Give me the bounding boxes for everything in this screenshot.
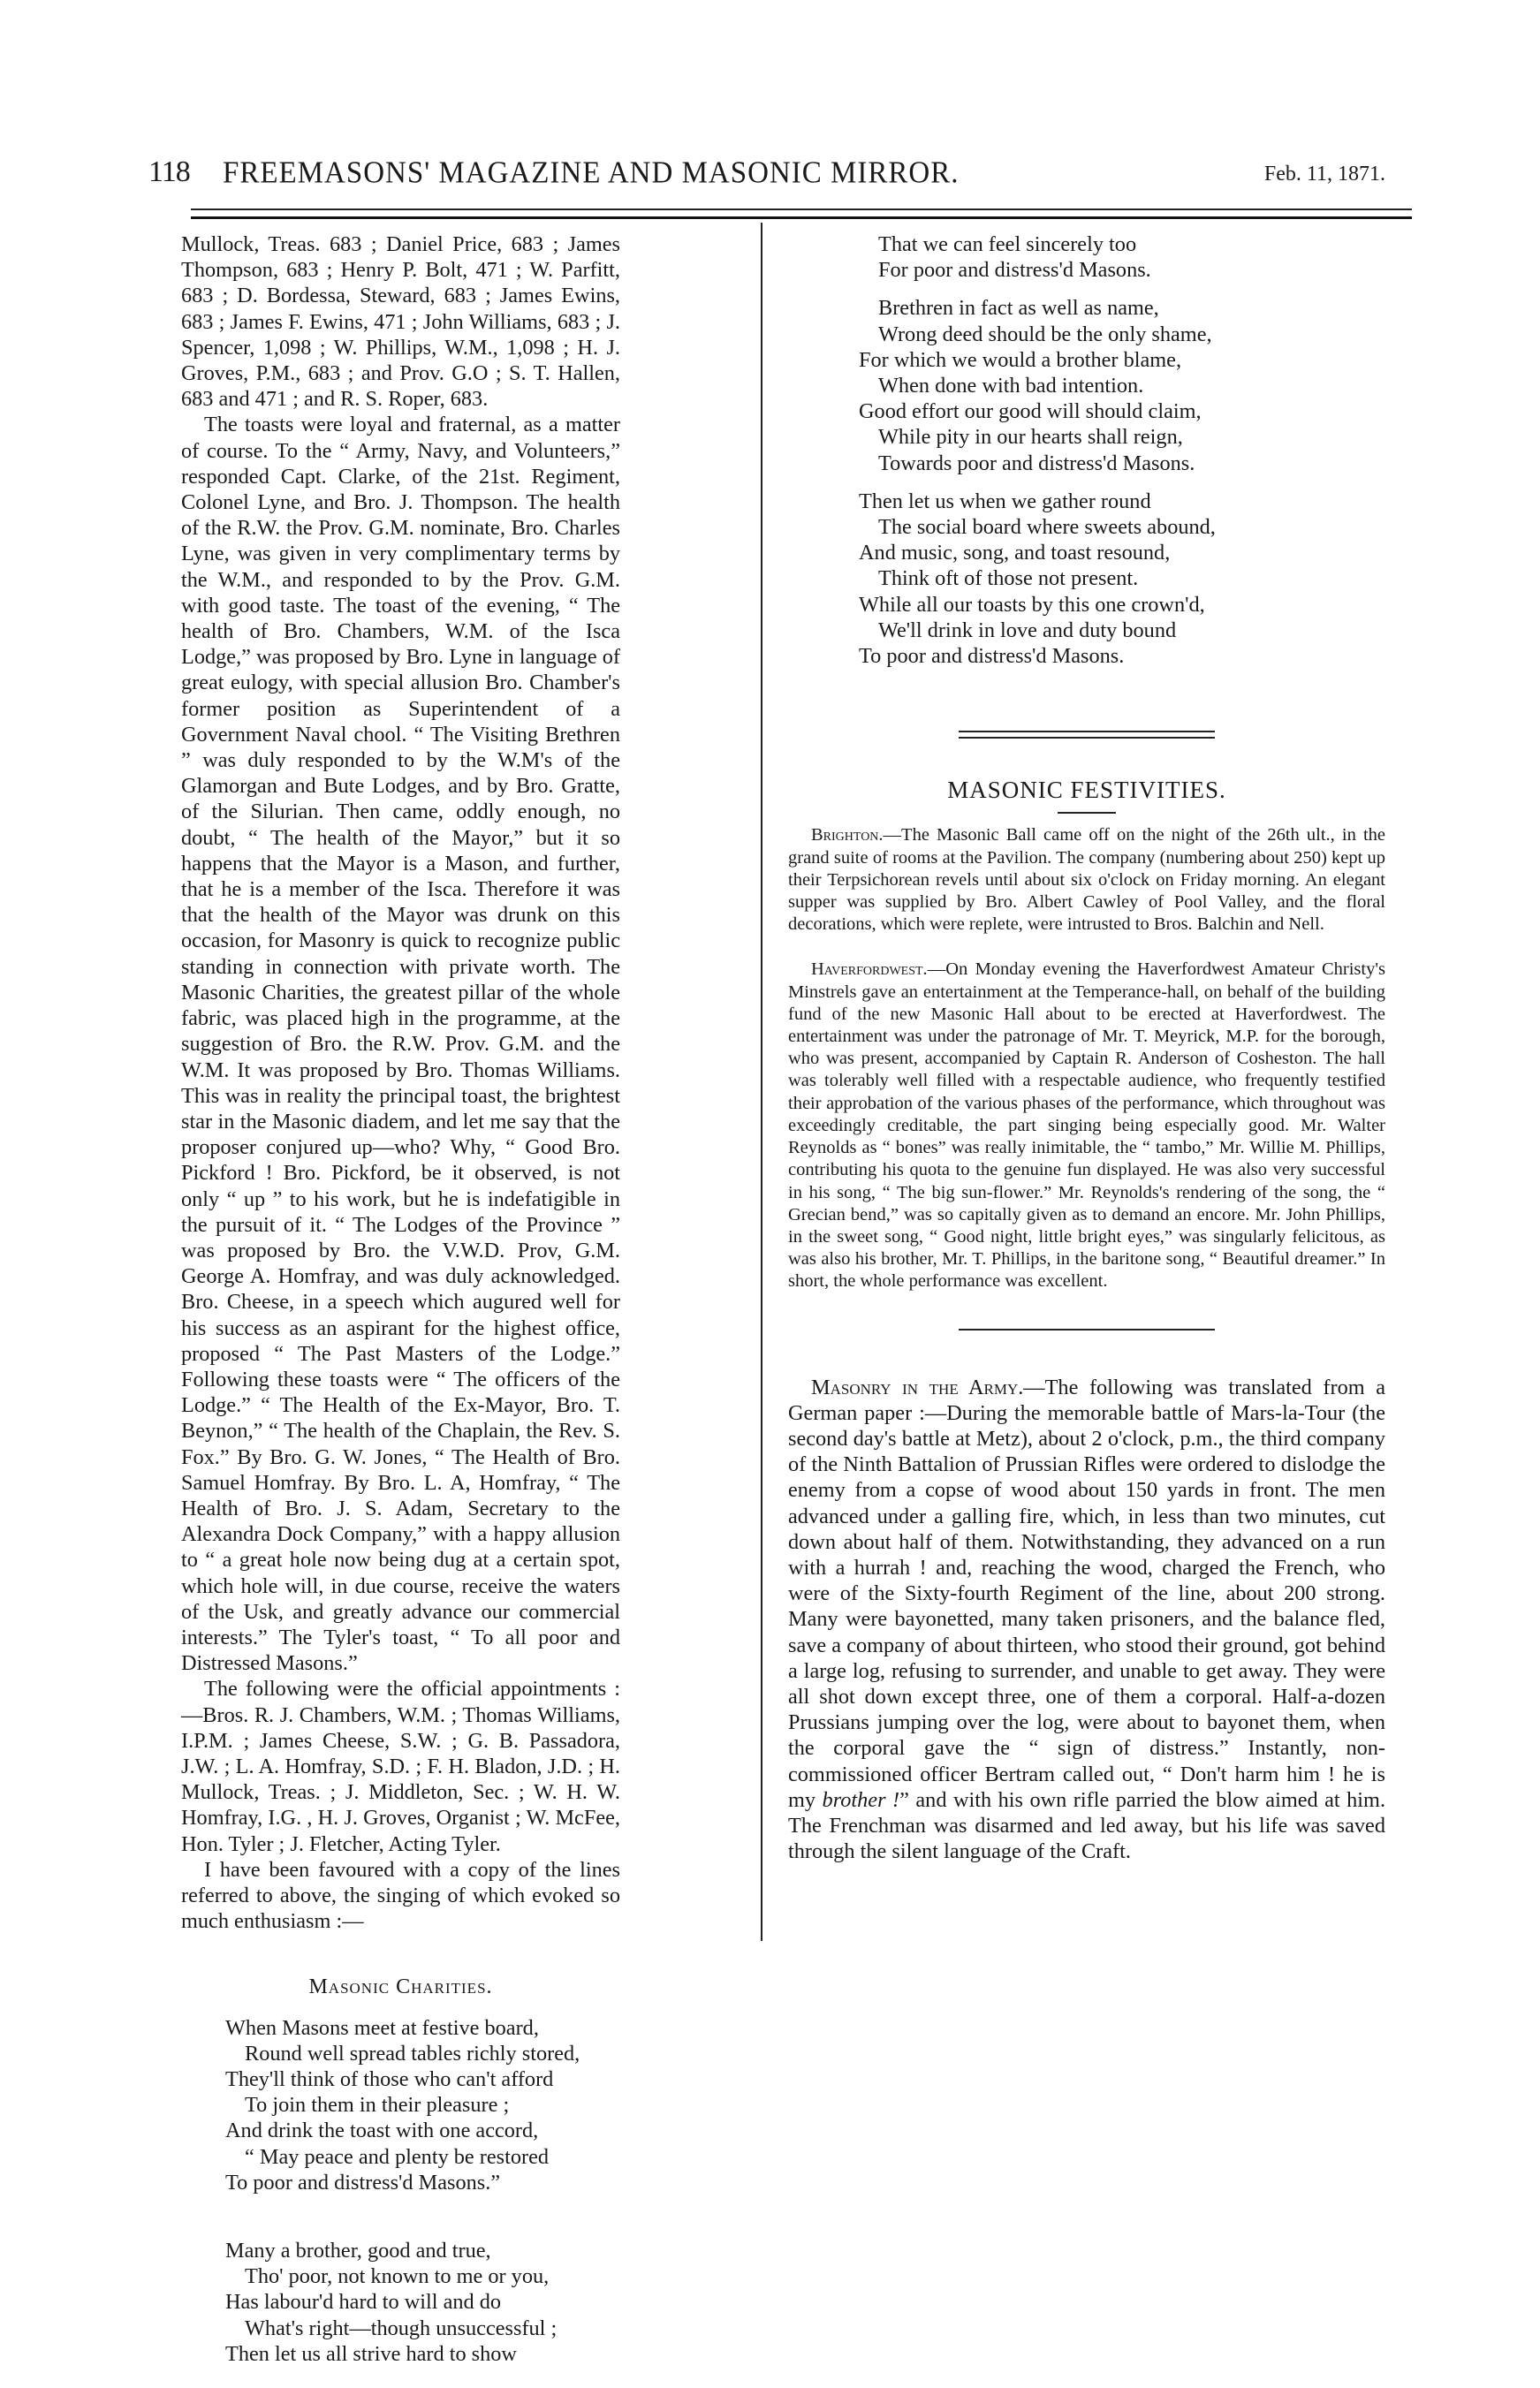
poem	[181, 2015, 620, 2367]
left-column	[181, 231, 620, 2388]
poem-line: “ May peace and plenty be restored	[245, 2144, 550, 2169]
column-divider	[761, 223, 762, 1941]
poem-stanza	[859, 295, 1385, 475]
poem-line: Brethren in fact as well as name,	[878, 296, 1159, 321]
news-item-haverfordwest	[788, 959, 1385, 1293]
poem-line: Tho' poor, not known to me or you,	[245, 2264, 550, 2289]
poem-line: Towards poor and distress'd Masons.	[878, 451, 1195, 475]
paragraph: Mullock, Treas. 683 ; Daniel Price, 683 ; James Thompson, 683 ; Henry P. Bolt, 471 ; W. Parfitt, 683 ; D. Bordessa, Steward, 683 ; James Ewins, 683 ; James F. Ewins, 471 ; John Williams, 683 ; J. Spencer, 1,098 ; W. Phillips, W.M., 1,098 ; H. J. Groves, P.M., 683 ; and Prov. G.O ; S. T. Hallen, 683 and 471 ; and R. S. Roper, 683.	[181, 232, 620, 412]
poem-line: When done with bad intention.	[878, 374, 1144, 398]
page-number: 118	[148, 155, 190, 188]
header-double-rule	[191, 208, 1412, 219]
masthead-title: FREEMASONS' MAGAZINE AND MASONIC MIRROR.	[223, 156, 960, 190]
paragraph: I have been favoured with a copy of the lines referred to above, the singing of which evoked so much enthusiasm :—	[181, 1857, 620, 1934]
poem-line: What's right—though unsuccessful ;	[245, 2316, 558, 2340]
poem-line: Wrong deed should be the only shame,	[878, 322, 1212, 346]
item-emphasis: brother !	[822, 1787, 900, 1812]
poem-line: Think oft of those not present.	[878, 566, 1139, 591]
poem-line: Has labour'd hard to will and do	[225, 2290, 502, 2315]
item-lead: Haverfordwest.	[811, 959, 928, 980]
poem-line: Many a brother, good and true,	[225, 2239, 491, 2263]
poem-line: Good effort our good will should claim,	[859, 399, 1202, 424]
poem-line: That we can feel sincerely too	[878, 232, 1137, 256]
poem-line: And drink the toast with one accord,	[225, 2119, 539, 2143]
section-title-rule	[1058, 812, 1116, 814]
poem-line: The social board where sweets abound,	[878, 515, 1216, 540]
poem-line: For which we would a brother blame,	[859, 347, 1182, 372]
page-header	[148, 155, 1385, 191]
item-text: —The Masonic Ball came off on the night of the 26th ult., in the grand suite of rooms at the Pavilion. The company (numbering about 250) kept up their Terpsichorean revels until about six o'clock on Friday morning. An elegant supper was supplied by Bro. Albert Cawley of Pool Valley, and the floral decorations, which were replete, were intrusted to Bros. Balchin and Nell.	[788, 825, 1385, 935]
poem-line: When Masons meet at festive board,	[225, 2015, 539, 2040]
poem-stanza	[225, 2015, 620, 2195]
poem-line: Then let us when we gather round	[859, 489, 1151, 513]
news-item-masonry-in-the-army	[788, 1375, 1385, 1865]
poem-line: To poor and distress'd Masons.”	[225, 2170, 501, 2195]
item-text: —On Monday evening the Haverfordwest Amateur Christy's Minstrels gave an entertainment at the Temperance-hall, on behalf of the building fund of the new Masonic Hall about to be erected at Haverfordwest. The entertainment was under the patronage of Mr. T. Meyrick, M.P. for the borough, who was present, accompanied by Captain R. Anderson of Cosheston. The hall was tolerably well filled with a respectable audience, who frequently testified their approbation of the various phases of the performance, which throughout was exceedingly creditable, the part singing being especially good. Mr. Walter Reynolds as “ bones” was really inimitable, the “ tambo,” Mr. Willie M. Phillips, contributing his quota to the genuine fun displayed. He was also very successful in his song, “ The big sun-flower.” Mr. Reynolds's rendering of the song, the “ Grecian bend,” was so capitally given as to demand an encore. Mr. John Phillips, in the sweet song, “ Good night, little bright eyes,” was singularly felicitous, as was also his brother, Mr. T. Phillips, in the baritone song, “ Beautiful dreamer.” In short, the whole performance was excellent.	[788, 959, 1385, 1292]
right-column	[788, 231, 1385, 1864]
poem-stanza	[859, 489, 1385, 669]
poem-stanza	[225, 2238, 620, 2367]
item-lead: Masonry in the Army.	[811, 1375, 1024, 1399]
poem-line: While all our toasts by this one crown'd,	[859, 592, 1205, 617]
poem-title: Masonic Charities.	[308, 1975, 493, 1999]
poem-line: To poor and distress'd Masons.	[859, 644, 1125, 669]
poem-line: To join them in their pleasure ;	[245, 2093, 510, 2118]
poem-line: And music, song, and toast resound,	[859, 541, 1171, 565]
paragraph: The toasts were loyal and fraternal, as a matter of course. To the “ Army, Navy, and Volunteers,” responded Capt. Clarke, of the 21st. Regiment, Colonel Lyne, and Bro. J. Thompson. The health of the R.W. the Prov. G.M. nominate, Bro. Charles Lyne, was given in very complimentary terms by the W.M., and responded to by the Prov. G.M. with good taste. The toast of the evening, “ The health of Bro. Chambers, W.M. of the Isca Lodge,” was proposed by Bro. Lyne in language of great eulogy, with special allusion Bro. Chamber's former position as Superintendent of a Government Naval chool. “ The Visiting Brethren ” was duly responded to by the W.M's of the Glamorgan and Bute Lodges, and by Bro. Gratte, of the Silurian. Then came, oddly enough, no doubt, “ The health of the Mayor,” but it so happens that the Mayor is a Mason, and further, that he is a member of the Isca. Therefore it was that the health of the Mayor was drunk on this occasion, for Masonry is quick to recognize public standing in connection with private worth. The Masonic Charities, the greatest pillar of the whole fabric, was placed high in the programme, at the suggestion of Bro. the R.W. Prov. G.M. and the W.M. It was proposed by Bro. Thomas Williams. This was in reality the principal toast, the brightest star in the Masonic diadem, and let me say that the proposer conjured up—who? Why, “ Good Bro. Pickford ! Bro. Pickford, be it observed, is not only “ up ” to his work, but he is indefatigible in the pursuit of it. “ The Lodges of the Province ” was proposed by Bro. the V.W.D. Prov, G.M. George A. Homfray, and was duly acknowledged. Bro. Cheese, in a speech which augured well for his success as an aspirant for the highest office, proposed “ The Past Masters of the Lodge.” Following these toasts were “ The officers of the Lodge.” “ The Health of the Ex-Mayor, Bro. T. Beynon,” “ The health of the Chaplain, the Rev. S. Fox.” By Bro. G. W. Jones, “ The Health of Bro. Samuel Homfray. By Bro. L. A, Homfray, “ The Health of Bro. J. S. Adam, Secretary to the Alexandra Dock Company,” with a happy allusion to “ a great hole now being dug at a certain spot, which hole will, in due course, receive the waters of the Usk, and greatly advance our commercial interests.” The Tyler's toast, “ To all poor and Distressed Masons.”	[181, 413, 620, 1676]
poem-line: For poor and distress'd Masons.	[878, 258, 1151, 283]
poem-stanza	[859, 231, 1385, 283]
news-item-brighton	[788, 824, 1385, 936]
poem-line: While pity in our hearts shall reign,	[878, 425, 1183, 450]
item-text: —The following was translated from a German paper :—During the memorable battle of Mars-la-Tour (the second day's battle at Metz), about 2 o'clock, p.m., the third company of the Ninth Battalion of Prussian Rifles were ordered to dislodge the enemy from a copse of wood about 150 yards in front. The men advanced under a galling fire, which, in less than two minutes, cut down about half of them. Notwithstanding, they advanced on a run with a hurrah ! and, reaching the wood, charged the French, who were of the Sixty-fourth Regiment of the line, about 200 strong. Many were bayonetted, many taken prisoners, and the balance fled, save a company of about thirteen, who stood their ground, got behind a large log, refusing to surrender, and unable to get away. They were all shot down except three, one of them a corporal. Half-a-dozen Prussians jumping over the log, were about to bayonet them, when the corporal gave the “ sign of distress.” Instantly, non-commissioned officer Bertram called out, “ Don't harm him ! he is my	[788, 1375, 1385, 1812]
paragraph: The following were the official appointments :—Bros. R. J. Chambers, W.M. ; Thomas Williams, I.P.M. ; James Cheese, S.W. ; G. B. Passadora, J.W. ; L. A. Homfray, S.D. ; F. H. Bladon, J.D. ; H. Mullock, Treas. ; J. Middleton, Sec. ; W. H. W. Homfray, I.G. , H. J. Groves, Organist ; W. McFee, Hon. Tyler ; J. Fletcher, Acting Tyler.	[181, 1677, 620, 1856]
poem-line: They'll think of those who can't afford	[225, 2067, 554, 2092]
issue-date: Feb. 11, 1871.	[1263, 163, 1385, 186]
item-text: ” and with his own rifle parried the blow aimed at him. The Frenchman was disarmed and led away, but his life was saved through the silent language of the Craft.	[788, 1787, 1386, 1864]
poem-line: We'll drink in love and duty bound	[878, 618, 1177, 642]
item-divider	[959, 1329, 1215, 1330]
poem-continued	[788, 231, 1385, 669]
section-divider	[959, 731, 1215, 739]
item-lead: Brighton.	[811, 825, 884, 845]
poem-line: Round well spread tables richly stored,	[245, 2041, 580, 2066]
poem-line: Then let us all strive hard to show	[225, 2341, 517, 2366]
section-title: MASONIC FESTIVITIES.	[947, 777, 1226, 804]
